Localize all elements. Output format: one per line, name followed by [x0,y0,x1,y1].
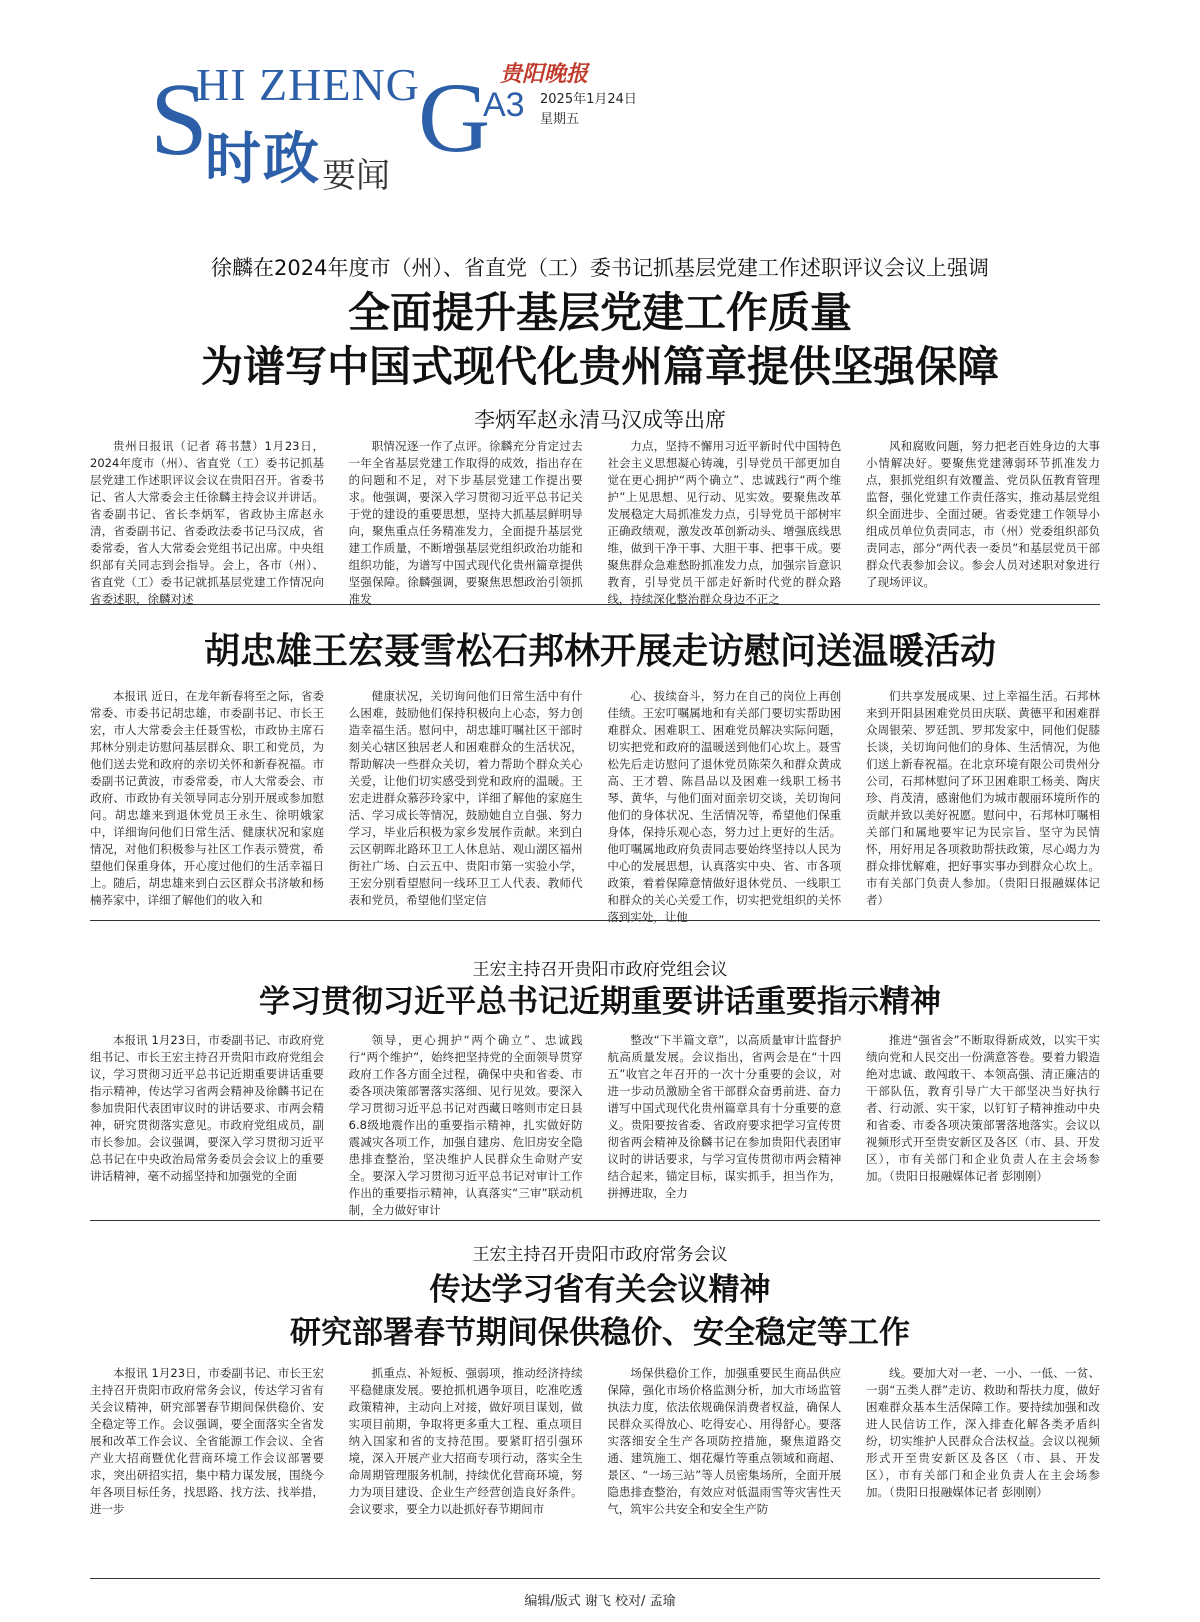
article4-paragraph: 本报讯 1月23日，市委副书记、市长王宏主持召开贵阳市政府常务会议，传达学习省有关会议精神，研究部署春节期间保供稳价、安全稳定等工作。会议强调，要全面落实全省发展和改革工作会议、全省能源工作会议、全省产业大招商暨优化营商环境工作会议部署要求，突出研招实招，集中精力谋发展，围绕今年各项目标任务，找思路、找方法、找举措，进一步 [90,1366,324,1516]
article1-body [90,438,1100,606]
section-divider [90,920,1100,921]
article2-paragraph: 们共享发展成果、过上幸福生活。石邦林来到开阳县困难党员田庆联、黄德平和困难群众周银荣、罗廷凯、罗邦发家中，同他们促膝长谈，关切询问他们的身体、生活情况，为他们送上新春祝福。在北京环境有限公司贵州分公司，石邦林慰问了环卫困难职工杨美、陶庆珍、肖茂清，感谢他们为城市靓丽环境所作的贡献并致以美好祝愿。慰问中，石邦林叮嘱相关部门和属地要牢记为民宗旨、坚守为民情怀，用好用足各项救助帮扶政策，尽心竭力为群众排忧解难，把好事实事办到群众心坎上。市有关部门负责人参加。（贵阳日报融媒体记者） [865,689,1100,907]
article3-column [348,1032,583,1217]
article3-paragraph: 领导，更心拥护“两个确立”、忠诚践行“两个维护”，始终把坚持党的全面领导贯穿政府工作各方面全过程，确保中央和省委、市委各项决策部署落实落细、见行见效。要深入学习贯彻习近平总书记对西藏日喀则市定日县6.8级地震作出的重要指示精神，扎实做好防震减灾各项工作，加强自建房、危旧房安全隐患排查整治，坚决维护人民群众生命财产安全。要深入学习贯彻习近平总书记对审计工作作出的重要指示精神，认真落实“三审”联动机制，全力做好审计 [348,1033,583,1217]
masthead-pinyin: HI ZHENG [196,59,420,110]
page-number: A3 [483,86,525,124]
article3-kicker: 王宏主持召开贵阳市政府党组会议 [472,960,728,980]
article3-headline: 学习贯彻习近平总书记近期重要讲话重要指示精神 [259,984,941,1020]
page-credits: 编辑/版式 谢飞 校对/ 孟瑜 [524,1594,676,1609]
article2-column [348,688,583,907]
article2-paragraph: 心、拔续奋斗，努力在自己的岗位上再创佳绩。王宏叮嘱属地和有关部门要切实帮助困难群众、困难职工、困难党员解决实际问题，切实把党和政府的温暖送到他们心坎上。聂雪松先后走访慰问了退休党员陈荣久和群众黄成高、王才碧、陈昌品以及困难一线职工杨书琴、黄华，与他们面对面亲切交谈，关切询问他们的身体状况、生活情况等，希望他们保重身体，保持乐观心态，努力过上更好的生活。他叮嘱属地政府负责同志要始终坚持以人民为中心的发展思想，认真落实中央、省、市各项政策，着着保障意情做好退休党员、一线职工和群众的关心关爱工作，切实把党组织的关怀落到实处，让他 [607,689,842,924]
article4-body [90,1365,1100,1565]
article1-paragraph: 力点，坚持不懈用习近平新时代中国特色社会主义思想凝心铸魂，引导党员干部更加自觉在更心拥护“两个确立”、忠诚践行“两个维护”上见思想、见行动、见实效。要聚焦改革发展稳定大局抓准发力点，引导党员干部树牢正确政绩观，激发改革创新动头、增强底线思维，做到干净干事、大胆干事、把事干成。要聚焦群众急难愁盼抓准发力点，加强宗旨意识教育，引导党员干部走好新时代党的群众路线，持续深化整治群众身边不正之 [607,439,842,606]
footer-divider [90,1578,1100,1579]
article1-paragraph: 职情况逐一作了点评。徐麟充分肯定过去一年全省基层党建工作取得的成效，指出存在的问题和不足，对下步基层党建工作提出要求。他强调，要深入学习贯彻习近平总书记关于党的建设的重要思想，坚持大抓基层鲜明导向，聚焦重点任务精准发力，全面提升基层党建工作质量，不断增强基层党组织政治功能和组织功能，为谱写中国式现代化贵州篇章提供坚强保障。徐麟强调，要聚焦思想政治引领抓准发 [348,439,583,606]
newspaper-logo: 贵阳晚报 [500,61,589,87]
article1-paragraph: 风和腐败问题，努力把老百姓身边的大事小情解决好。要聚焦党建薄弱环节抓准发力点，狠抓党组织有效覆盖、党员队伍教育管理监督，强化党建工作责任落实，推动基层党组织全面进步、全面过硬。省委党建工作领导小组成员单位负责同志，市（州）党委组织部负责同志，部分“两代表一委员”和基层党员干部群众代表参加会议。参会人员对述职对象进行了现场评议。 [865,439,1100,589]
article3-body [90,1032,1100,1217]
article1-column [866,438,1100,588]
article4-paragraph: 抓重点、补短板、强弱项，推动经济持续平稳健康发展。要抢抓机遇争项目，吃准吃透政策精神，主动向上对接，做好项目谋划，做实项目前期，争取将更多重大工程、重点项目纳入国家和省的支持范围。要紧盯招引强环境，深入开展产业大招商专项行动，落实全生命周期管理服务机制，持续优化营商环境，努力为项目建设、企业生产经营创造良好条件。会议要求，要全力以赴抓好春节期间市 [348,1366,583,1516]
article1-headline-line2: 为谱写中国式现代化贵州篇章提供坚强保障 [200,342,999,391]
article4-paragraph: 线。要加大对一老、一小、一低、一贫、一弱“五类人群”走访、救助和帮扶力度，做好困难群众基本生活保障工作。要持续加强和改进人民信访工作，深入排查化解各类矛盾纠纷，切实维护人民群众合法权益。会议以视频形式开至贵安新区及各区（市、县、开发区），市有关部门和企业负责人在主会场参加。（贵阳日报融媒体记者 彭刚刚） [865,1366,1100,1499]
article4-column [607,1365,841,1565]
article2-column [865,688,1100,907]
section-divider [90,1220,1100,1221]
article3-column [607,1032,841,1202]
article2-headline: 胡忠雄王宏聂雪松石邦林开展走访慰问送温暖活动 [203,631,996,672]
article1-paragraph: 贵州日报讯（记者 蒋书慧）1月23日，2024年度市（州）、省直党（工）委书记抓基层党建工作述职评议会议在贵阳召开。省委书记、省人大常委会主任徐麟主持会议并讲话。省委副书记、省长李炳军，省政协主席赵永清，省委副书记、省委政法委书记马汉成，省委常委，省人大常委会党组书记出席。中央组织部有关同志到会指导。会上，各市（州）、省直党（工）委书记就抓基层党建工作情况向省委述职，徐麟对述 [90,439,324,606]
article4-column [349,1365,583,1565]
issue-date: 2025年1月24日 [540,92,637,107]
article2-paragraph: 本报讯 近日，在龙年新春将至之际，省委常委、市委书记胡忠雄，市委副书记、市长王宏，市人大常委会主任聂雪松，市政协主席石邦林分别走访慰问基层群众、职工和党员，为他们送去党和政府的亲切关怀和新春祝福。市委副书记黄波，市委常委，市人大常委会、市政府、市政协有关领导同志分别开展或参加慰问。胡忠雄来到退休党员王永生、徐明娥家中，详细询问他们日常生活、健康状况和家庭情况，对他们积极参与社区工作表示赞赏，希望他们保重身体，开心度过他们的生活幸福日上。随后，胡忠雄来到白云区群众书济敏和杨楠荞家中，详细了解他们的收入和 [90,689,324,907]
masthead [0,0,1200,215]
article1-column [607,438,842,606]
article4-headline-line1: 传达学习省有关会议精神 [429,1272,771,1308]
article3-paragraph: 本报讯 1月23日，市委副书记、市政府党组书记、市长王宏主持召开贵阳市政府党组会议，学习贯彻习近平总书记近期重要讲话重要指示精神，传达学习省两会精神及徐麟书记在参加贵阳代表团审议时的讲话要求、市两会精神，研究贯彻落实意见。市政府党组成员，副市长参加。会议强调，要深入学习贯彻习近平总书记在中央政治局常务委员会会议上的重要讲话精神，毫不动摇坚持和加强党的全面 [90,1033,324,1183]
article1-headline-line1: 全面提升基层党建工作质量 [347,288,852,337]
article4-headline-line2: 研究部署春节期间保供稳价、安全稳定等工作 [290,1315,910,1351]
article1-column [90,438,324,606]
article2-column [607,688,842,924]
article1-column [348,438,583,606]
article4-column [866,1365,1100,1565]
article2-paragraph: 健康状况，关切询问他们日常生活中有什么困难，鼓励他们保持积极向上心态，努力创造幸福生活。慰问中，胡忠雄叮嘱社区干部时刻关心辖区独居老人和困难群众的生活状况，帮助解决一些群众关切，着力帮助个群众关心关爱，让他们切实感受到党和政府的温暖。王宏走进群众慕莎玲家中，详细了解他的家庭生活、学习成长等情况，鼓励她自立自强、努力学习，毕业后积极为家乡发展作贡献。来到白云区朝晖北路环卫工人休息站、观山湖区福州街社广场、白云五中、贵阳市第一实验小学，王宏分别看望慰问一线环卫工人代表、教师代表和党员，希望他们坚定信 [348,689,583,907]
article4-kicker: 王宏主持召开贵阳市政府常务会议 [472,1245,728,1265]
section-divider [90,604,1100,605]
article3-column [90,1032,324,1202]
article1-kicker: 徐麟在2024年度市（州）、省直党（工）委书记抓基层党建工作述职评议会议上强调 [211,256,989,280]
article3-paragraph: 整改“下半篇文章”，以高质量审计监督护航高质量发展。会议指出，省两会是在“十四五”收官之年召开的一次十分重要的会议，对进一步动员激励全省干部群众奋勇前进、奋力谱写中国式现代化贵州篇章具有十分重要的意义。贵阳要按省委、省政府要求把学习宣传贯彻省两会精神及徐麟书记在参加贵阳代表团审议时的讲话要求，与学习宣传贯彻市两会精神结合起来，锚定目标，谋实抓手，担当作为，拼搏进取，全力 [607,1033,842,1200]
article4-column [90,1365,324,1565]
section-title: 时政 [205,127,321,192]
masthead-letter-g: G [418,62,491,173]
section-subtitle: 要闻 [322,156,390,196]
article2-body [90,688,1100,924]
article3-paragraph: 推进“强省会”不断取得新成效，以实干实绩向党和人民交出一份满意答卷。要着力锻造绝对忠诚、敢闯敢干、本领高强、清正廉洁的干部队伍，教育引导广大干部坚决当好执行者、行动派、实干家，以钉钉子精神推动中央和省委、市委各项决策部署落地落实。会议以视频形式开至贵安新区及各区（市、县、开发区），市有关部门和企业负责人在主会场参加。（贵阳日报融媒体记者 彭刚刚） [865,1033,1100,1183]
article3-column [866,1032,1100,1202]
issue-weekday: 星期五 [540,112,580,127]
masthead-letter-s: S [150,62,208,177]
article2-column [90,688,324,907]
article4-paragraph: 场保供稳价工作，加强重要民生商品供应保障，强化市场价格监测分析，加大市场监管执法力度，依法依规确保消费者权益，确保人民群众买得放心、吃得安心、用得舒心。要落实落细安全生产各项防控措施，聚焦道路交通、建筑施工、烟花爆竹等重点领域和商超、景区、“一场三站”等人员密集场所，全面开展隐患排查整治，有效应对低温雨雪等灾害性天气，筑牢公共安全和安全生产防 [607,1366,842,1516]
article1-byline: 李炳军赵永清马汉成等出席 [474,408,726,432]
